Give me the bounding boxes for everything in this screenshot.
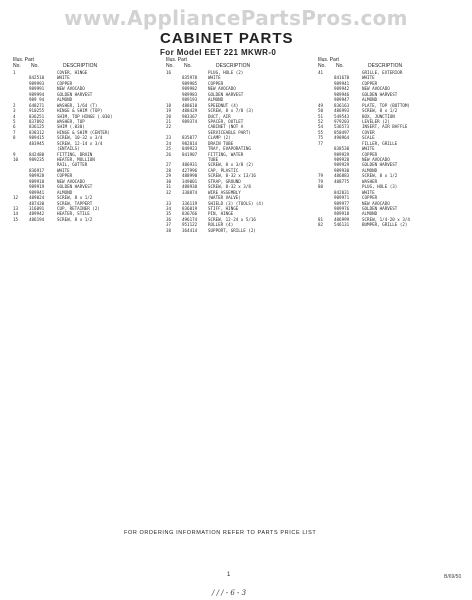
table-row (166, 228, 298, 233)
description: ALMOND (362, 167, 378, 173)
header-illus-part: Illus. Part (318, 57, 339, 63)
part-no: 835077 (182, 135, 198, 141)
part-no: 489942 (29, 211, 45, 217)
description: GOLDEN HARVEST (57, 91, 93, 97)
description: SCREW, TAPPERT (57, 200, 93, 206)
part-no: 487430 (29, 200, 45, 206)
part-no: 488775 (334, 178, 350, 184)
illus-no: 25 (166, 146, 172, 152)
part-no: 989976 (334, 205, 350, 211)
part-no: 989971 (334, 195, 350, 201)
illus-no: 14 (13, 211, 19, 217)
illus-no: 16 (166, 70, 172, 75)
description: WHITE (362, 75, 375, 81)
illus-no: 29 (166, 173, 172, 179)
description: NEW AVOCADO (57, 86, 85, 92)
part-no: 489024 (29, 195, 45, 201)
part-no: 838312 (29, 129, 45, 135)
table-row (13, 217, 155, 222)
header-illus-part: Illus. Part (13, 57, 34, 63)
part-no: 983367 (182, 113, 198, 119)
part-no: 989929 (334, 162, 350, 168)
illus-no: 21 (166, 118, 172, 124)
part-no: 989374 (182, 118, 198, 124)
part-no: 989994 (29, 91, 45, 97)
description: SCREW, 8-32 x 3/8 (208, 184, 251, 190)
header-no: No. (166, 63, 174, 69)
illus-no: 33 (166, 200, 172, 206)
part-no: 841907 (182, 151, 198, 157)
illus-no: 49 (318, 102, 324, 108)
header-description: DESCRIPTION (216, 63, 251, 69)
header-no: No. (13, 63, 21, 69)
description: NEW AVOCADO (362, 157, 390, 162)
column-header (13, 58, 155, 70)
parts-rows (166, 70, 298, 233)
illus-no: 13 (13, 205, 19, 211)
page-number: 1 (227, 572, 231, 578)
description: (ENTAILS) (57, 146, 80, 152)
parts-column-1 (13, 58, 155, 222)
description: TRAY, EVAPORATING (208, 146, 251, 152)
description: INSERT, AIR BAFFLE (362, 124, 408, 130)
illus-no: 19 (166, 108, 172, 114)
part-no: 836917 (29, 167, 45, 173)
description: SCREW, 10-32 x 3/4 (57, 135, 103, 141)
description: SCREW, 12-14 x 3/4 (57, 140, 103, 146)
description: CLAMP (2) (208, 135, 231, 141)
part-no: 546131 (334, 222, 350, 228)
part-no: 486194 (29, 216, 45, 222)
part-no: 488618 (182, 102, 198, 108)
illus-no: 22 (166, 124, 172, 130)
part-no: 979203 (334, 118, 350, 124)
part-no: 488429 (182, 108, 198, 114)
illus-no: 80 (318, 184, 324, 190)
description: COPPER (208, 80, 224, 86)
description: COPPER (362, 80, 378, 86)
part-no: 483945 (29, 140, 45, 146)
part-no: 837092 (29, 118, 45, 124)
description: PLATE, TOP (BOTTOM) (362, 102, 410, 108)
part-no: 989918 (334, 211, 350, 217)
part-no: 838530 (334, 146, 350, 152)
part-no: 989930 (334, 167, 350, 173)
description: SPACER, OUTLET (208, 118, 244, 124)
illus-no: 37 (166, 222, 172, 228)
illus-no: 9 (13, 151, 16, 157)
description: HINGE & SHIM (CENTER) (57, 129, 110, 135)
description: COVER, HINGE (57, 70, 88, 75)
description: FITTING, DRAIN (57, 151, 93, 157)
description: PIN, HINGE (208, 211, 234, 217)
illus-no: 82 (318, 222, 324, 228)
illus-no: 15 (13, 216, 19, 222)
model-subtitle: For Model EET 221 MKWR-0 (160, 48, 277, 57)
description: SCREW, 8 x 1/2 (362, 108, 398, 114)
description: GOLDEN HARVEST (362, 205, 398, 211)
illus-no: 18 (166, 102, 172, 108)
parts-column-2 (166, 58, 298, 233)
part-no: 841670 (334, 75, 350, 81)
part-no: 486999 (334, 216, 350, 222)
illus-no: 36 (166, 216, 172, 222)
description: FITTING, WATER (208, 151, 244, 157)
part-no: 349001 (182, 178, 198, 184)
part-no: 849923 (182, 146, 198, 152)
part-no: 989235 (29, 157, 45, 162)
parts-rows (13, 70, 155, 222)
handwritten-note: / / / - 6 - 3 (212, 589, 247, 597)
part-no: 989929 (334, 151, 350, 157)
part-no: 842510 (29, 75, 45, 81)
part-no: 549543 (334, 113, 350, 119)
description: WASHER (362, 178, 378, 184)
description: TUBE (208, 157, 219, 162)
description: NEW AVOCADO (362, 200, 390, 206)
illus-no: 31 (166, 184, 172, 190)
illus-no: 77 (318, 140, 324, 146)
illus-no: 8 (13, 135, 16, 141)
illus-no: 5 (13, 118, 16, 124)
description: COVER (362, 129, 375, 135)
description: BOX, JUNCTION (362, 113, 395, 119)
part-no: 427996 (182, 167, 198, 173)
part-no: 488990 (182, 173, 198, 179)
illus-no: 23 (166, 135, 172, 141)
part-no: 989415 (29, 135, 45, 141)
description: SCREW, 8 x 1/2 (57, 216, 93, 222)
table-row (318, 222, 460, 227)
illus-no: 3 (13, 108, 16, 114)
description: COPPER (362, 195, 378, 201)
header-part-no: No. (336, 63, 344, 69)
part-no: 536573 (334, 124, 350, 130)
illus-no: 41 (318, 70, 324, 75)
description: HEATER, MULLION (57, 157, 95, 162)
part-no: 835978 (182, 75, 198, 81)
part-no: 989928 (29, 173, 45, 179)
part-no: 486993 (334, 108, 350, 114)
description: RAIL, GUTTER (57, 162, 88, 168)
part-no: 989947 (334, 97, 350, 103)
part-no: 338874 (182, 189, 198, 195)
description: STRAP, GROUND (208, 178, 241, 184)
header-description: DESCRIPTION (368, 63, 403, 69)
header-description: DESCRIPTION (63, 63, 98, 69)
description: ALMOND (362, 97, 378, 103)
part-no: 316091 (29, 205, 45, 211)
description: WASHER, TOP (57, 118, 85, 124)
description: PLUG, HOLE (2) (208, 70, 244, 75)
description: COPPER (57, 173, 73, 179)
illus-no: 30 (166, 178, 172, 184)
part-no: 989941 (29, 189, 45, 195)
part-no: 486883 (334, 173, 350, 179)
description: PLUG, HOLE (3) (362, 184, 398, 190)
part-no: 989193 (182, 97, 198, 103)
description: ALMOND (362, 211, 378, 217)
description: SCREW, 8 x 3/8 (2) (208, 162, 254, 168)
illus-no: 81 (318, 216, 324, 222)
illus-no: 51 (318, 113, 324, 119)
part-no: 486931 (182, 162, 198, 168)
description: FILLER, GRILLE (362, 140, 398, 146)
page-title: CABINET PARTS (160, 30, 294, 47)
description: WHITE (57, 167, 70, 173)
part-no: 989918 (29, 178, 45, 184)
description: SCREW, 8 x 1/2 (57, 195, 93, 201)
part-no: 989993 (29, 80, 45, 86)
illus-no: 79 (318, 173, 324, 179)
part-no: 989977 (334, 200, 350, 206)
part-no: 989942 (334, 86, 350, 92)
parts-rows (318, 70, 460, 228)
description: DUCT, AIR (208, 113, 231, 119)
part-no: 842480 (29, 151, 45, 157)
illus-no: 34 (166, 205, 172, 211)
description: DRAIN TUBE (208, 140, 234, 146)
description: GOLDEN HARVEST (57, 184, 93, 190)
illus-no: 55 (318, 129, 324, 135)
part-no: 989982 (182, 86, 198, 92)
illus-no: 10 (13, 157, 19, 162)
description: SERVICEABLE PART) (208, 129, 251, 135)
description: NEW AVOCADO (57, 178, 85, 184)
page-code: B/69/50 (444, 574, 462, 580)
description: GOLDEN HARVEST (208, 91, 244, 97)
part-no: 989946 (334, 91, 350, 97)
part-no: 836019 (182, 205, 198, 211)
description: SHIM, TOP HINGE (.030) (57, 113, 113, 119)
illus-no: 1 (13, 70, 16, 75)
illus-no: 35 (166, 211, 172, 217)
illus-no: 27 (166, 162, 172, 168)
parts-column-3 (318, 58, 460, 228)
illus-no: 79 (318, 178, 324, 184)
header-no: No. (318, 63, 326, 69)
illus-no: 52 (318, 118, 324, 124)
description: HINGE & SHIM (TOP) (57, 108, 103, 114)
part-no: 910255 (29, 108, 45, 114)
part-no: 842031 (334, 189, 350, 195)
description: ROLLER (4) (208, 222, 234, 228)
part-no: 488930 (182, 184, 198, 190)
description: ALMOND (57, 189, 73, 195)
illus-no: 54 (318, 124, 324, 130)
description: SHIM (.030) (57, 124, 85, 130)
illus-no: 38 (166, 227, 172, 233)
illus-no: 24 (166, 140, 172, 146)
part-no: 989985 (182, 80, 198, 86)
description: WHITE (57, 75, 70, 81)
description: ALMOND (208, 97, 224, 103)
description: WHITE (362, 146, 375, 152)
description: (WATER VALVE) (208, 195, 241, 201)
description: WHITE (362, 189, 375, 195)
illus-no: 12 (13, 195, 19, 201)
ordering-note: FOR ORDERING INFORMATION REFER TO PARTS PRICE LIST (124, 530, 317, 536)
description: SHIELD (3) (TOOLS) (4) (208, 200, 264, 206)
illus-no: 75 (318, 135, 324, 141)
description: WHITE (208, 75, 221, 81)
description: WASHER, 1/64 (T) (57, 102, 98, 108)
description: SCREW, 1/4-20 x 3/4 (362, 216, 410, 222)
description: CABINET (NOT A (208, 124, 244, 130)
description: SPEEDNUT (4) (208, 102, 239, 108)
part-no: 982814 (182, 140, 198, 146)
description: NEW AVOCADO (362, 86, 390, 92)
part-no: 989919 (29, 184, 45, 190)
description: SCALE (362, 135, 375, 141)
description: COPPER (57, 80, 73, 86)
part-no: 989 94 (29, 97, 45, 103)
description: WIRE ASSEMBLY (208, 189, 241, 195)
illus-no: 26 (166, 151, 172, 157)
part-no: 836766 (182, 211, 198, 217)
part-no: 836251 (29, 113, 45, 119)
description: COPPER (362, 151, 378, 157)
header-illus-part: Illus. Part (166, 57, 187, 63)
illus-no: 2 (13, 102, 16, 108)
part-no: 989991 (29, 86, 45, 92)
part-no: 989941 (334, 80, 350, 86)
illus-no: 50 (318, 108, 324, 114)
part-no: 336119 (182, 200, 198, 206)
illus-no: 32 (166, 189, 172, 195)
column-header (318, 58, 460, 70)
part-no: 989983 (182, 91, 198, 97)
description: CAP, PLASTIC (208, 167, 239, 173)
part-no: 836163 (334, 102, 350, 108)
description: BUMPER, GRILLE (2) (362, 222, 408, 228)
illus-no: 4 (13, 113, 16, 119)
description: HEATER, STILE (57, 211, 90, 217)
description: GOLDEN HARVEST (362, 91, 398, 97)
header-part-no: No. (184, 63, 192, 69)
illus-no: 20 (166, 113, 172, 119)
column-header (166, 58, 298, 70)
part-no: 836125 (29, 124, 45, 130)
header-part-no: No. (31, 63, 39, 69)
description: SCREW, 8-32 x 13/16 (208, 173, 256, 179)
illus-no: 6 (13, 124, 16, 130)
part-no: 364414 (182, 227, 198, 233)
description: LEVELER (2) (362, 118, 390, 124)
part-no: 989928 (334, 157, 350, 162)
description: SCREW, 8 x 7/8 (3) (208, 108, 254, 114)
watermark: www.AppliancePartsPros.com (64, 6, 408, 30)
part-no: 951122 (182, 222, 198, 228)
description: GOLDEN HARVEST (362, 162, 398, 168)
description: SCREW, 12-24 x 5/16 (208, 216, 256, 222)
part-no: 850497 (334, 129, 350, 135)
description: SUPPORT, GRILLE (2) (208, 227, 256, 233)
description: SCREW, 8 x 1/2 (362, 173, 398, 179)
part-no: 490964 (334, 135, 350, 141)
description: STIFF, HINGE (208, 205, 239, 211)
description: CUP, RETAINER (2) (57, 205, 100, 211)
part-no: 648271 (29, 102, 45, 108)
description: NEW AVOCADO (208, 86, 236, 92)
description: GRILLE, EXTERIOR (362, 70, 403, 75)
illus-no: 28 (166, 167, 172, 173)
description: ALMOND (57, 97, 73, 103)
illus-no: 7 (13, 129, 16, 135)
part-no: 496174 (182, 216, 198, 222)
